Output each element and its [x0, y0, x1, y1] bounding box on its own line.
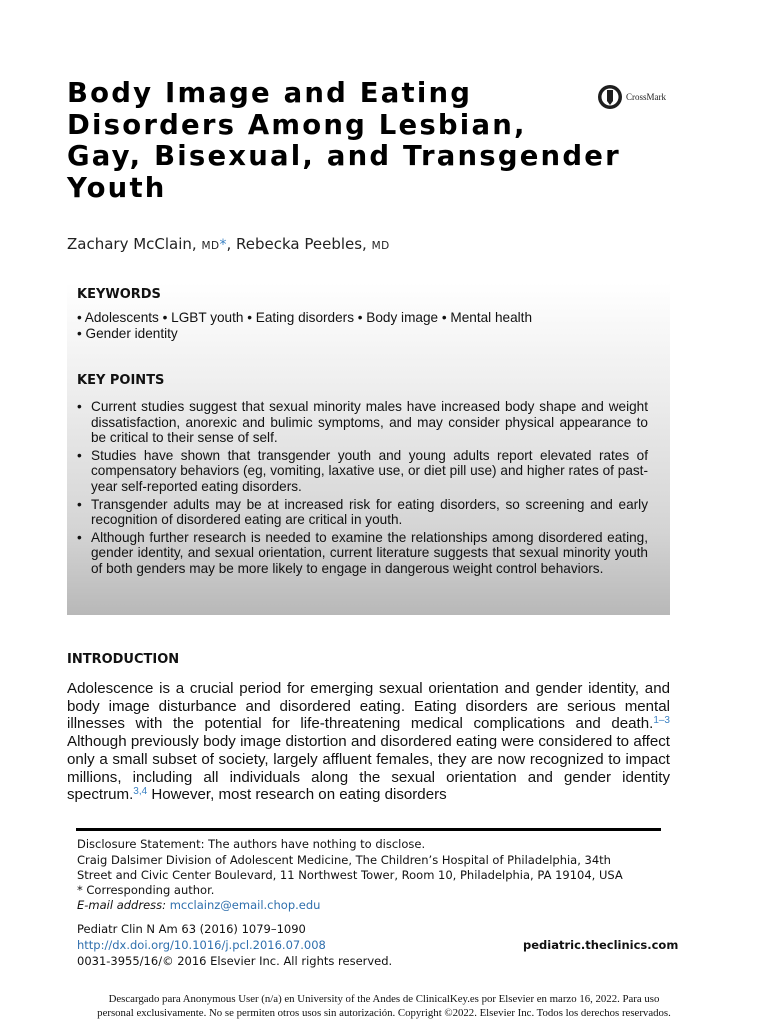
reference-link[interactable]: 3,4 [133, 786, 148, 798]
doi-link[interactable]: http://dx.doi.org/10.1016/j.pcl.2016.07.008 [77, 938, 326, 952]
download-notice-line: personal exclusivamente. No se permiten otros usos sin autorización. Copyright ©2022. Elsevier Inc. Todos los derechos reservados. [97, 1006, 671, 1019]
key-point-item [77, 448, 648, 495]
intro-text: However, most research on eating disorders [147, 786, 447, 804]
download-notice [0, 993, 768, 1020]
keywords-line: • Gender identity [77, 326, 178, 341]
journal-website[interactable]: pediatric.theclinics.com [523, 938, 679, 952]
article-title [67, 78, 647, 204]
introduction-paragraph [67, 680, 670, 804]
corresponding-marker[interactable]: * [219, 237, 227, 253]
author-line [67, 235, 390, 253]
affiliation-line: Street and Civic Center Boulevard, 11 Northwest Tower, Room 10, Philadelphia, PA 19104, USA [77, 868, 623, 882]
author-degree: MD [201, 240, 220, 252]
keywords-line: • Adolescents • LGBT youth • Eating disorders • Body image • Mental health [77, 310, 533, 325]
key-points-heading: KEY POINTS [77, 373, 165, 388]
email-line [77, 898, 667, 913]
key-point-text: Studies have shown that transgender youth and young adults report elevated rates of compensatory behaviors (eg, vomiting, laxative use, or diet pill use) and higher rates of past-year self-reported eating disorders. [91, 447, 648, 494]
crossmark-label: CrossMark [626, 92, 666, 102]
bullet: • [77, 496, 82, 512]
footnote-divider [76, 828, 661, 831]
bullet: • [77, 399, 82, 414]
key-point-text: Although further research is needed to examine the relationships among disordered eating, gender identity, and sexual orientation, current literature suggests that sexual minority youth of both genders may be more likely to engage in dangerous weight control behaviors. [91, 529, 648, 576]
key-point-text: Current studies suggest that sexual minority males have increased body shape and weight dissatisfaction, anorexic and bulimic symptoms, and may consider physical appearance to be critical to their sense of self. [91, 399, 648, 446]
bullet: • [77, 529, 82, 545]
copyright-line: 0031-3955/16/© 2016 Elsevier Inc. All rights reserved. [77, 954, 393, 968]
author-degree: MD [371, 240, 390, 252]
corresponding-author-note: * Corresponding author. [77, 883, 215, 897]
disclosure-statement: Disclosure Statement: The authors have nothing to disclose. [77, 837, 426, 851]
introduction-heading: INTRODUCTION [67, 652, 180, 667]
intro-text: Adolescence is a crucial period for emerging sexual orientation and gender identity, and body image disturbance and disordered eating. Eating disorders are serious mental illnesses with the potential for life-threatening medical complications and death. [67, 680, 670, 733]
key-points-list [77, 399, 648, 579]
affiliation-line: Craig Dalsimer Division of Adolescent Medicine, The Children’s Hospital of Philadelphia, 34th [77, 853, 611, 867]
title-line: Disorders Among Lesbian, [67, 108, 527, 141]
reference-link[interactable]: 1–3 [653, 715, 670, 727]
key-point-item [77, 399, 648, 446]
key-point-text: Transgender adults may be at increased risk for eating disorders, so screening and early recognition of disordered eating are critical in youth. [91, 496, 648, 528]
keywords-heading: KEYWORDS [77, 287, 161, 302]
key-point-item [77, 530, 648, 577]
bullet: • [77, 447, 82, 463]
title-line: Gay, Bisexual, and Transgender [67, 140, 621, 172]
title-line: Body Image and Eating [67, 77, 473, 109]
email-link[interactable]: mcclainz@email.chop.edu [169, 898, 321, 912]
key-point-item [77, 497, 648, 528]
journal-citation: Pediatr Clin N Am 63 (2016) 1079–1090 [77, 922, 306, 936]
author-name: Rebecka Peebles, [236, 235, 367, 253]
download-notice-line: Descargado para Anonymous User (n/a) en University of the Andes de ClinicalKey.es por Elsevier en marzo 16, 2022. Para uso [108, 993, 660, 1005]
crossmark-icon [597, 84, 623, 110]
email-label: E-mail address: [77, 898, 167, 912]
crossmark-badge[interactable] [597, 84, 666, 110]
title-line: Youth [67, 171, 167, 204]
author-separator: , [226, 235, 232, 253]
intro-text: Although previously body image distortion and disordered eating were considered to affect only a small subset of society, largely affluent females, they are now recognized to impact millions, including all individuals along the sexual orientation and gender identity spectrum. [67, 733, 670, 804]
author-name: Zachary McClain, [67, 235, 197, 253]
